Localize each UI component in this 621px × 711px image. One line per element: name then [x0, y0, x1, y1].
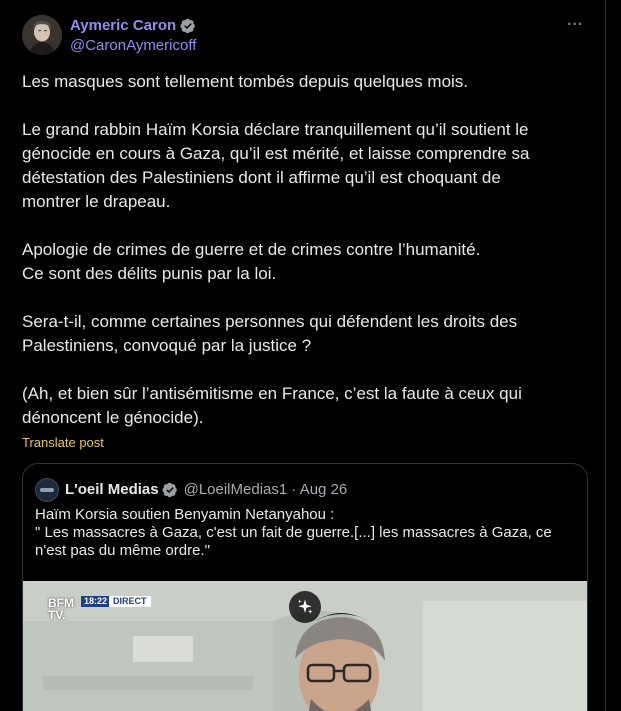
verified-badge-icon: [180, 18, 196, 34]
quoted-avatar: [35, 478, 59, 502]
post-line: (Ah, et bien sûr l’antisémitisme en France, c’est la faute à ceux qui: [22, 384, 522, 403]
verified-badge-icon: [162, 482, 178, 498]
author-names: [70, 17, 196, 55]
post-line: montrer le drapeau.: [22, 192, 171, 211]
post-line: détestation des Palestiniens dont il affirme qu’il est choquant de: [22, 168, 501, 187]
quoted-text: [35, 506, 575, 560]
user-avatar[interactable]: [22, 15, 62, 55]
post-line: Apologie de crimes de guerre et de crimes contre l’humanité.: [22, 240, 481, 259]
quoted-video-thumbnail[interactable]: [23, 581, 587, 711]
quoted-tweet-header: [35, 478, 347, 502]
quoted-line: n'est pas du même ordre.": [35, 542, 210, 559]
quoted-line: Haïm Korsia soutien Benyamin Netanyahou :: [35, 506, 335, 523]
post-line: Sera-t-il, comme certaines personnes qui défendent les droits des: [22, 312, 518, 331]
post-text: [22, 70, 588, 430]
post-line: Le grand rabbin Haïm Korsia déclare tranquillement qu’il soutient le: [22, 120, 529, 139]
grok-sparkle-button[interactable]: [289, 591, 321, 623]
translate-post-link[interactable]: Translate post: [22, 435, 104, 450]
author-handle[interactable]: @CaronAymericoff: [70, 37, 197, 54]
post-line: Palestiniens, convoqué par la justice ?: [22, 336, 312, 355]
avatar-portrait: [22, 15, 62, 55]
post-paragraph: [22, 382, 588, 430]
grok-sparkle-icon: [296, 598, 314, 616]
quoted-line: " Les massacres à Gaza, c'est un fait de guerre.[...] les massacres à Gaza, ce: [35, 524, 552, 541]
quoted-display-name: L'oeil Medias: [65, 481, 159, 498]
quoted-tweet[interactable]: [22, 463, 588, 711]
author-display-name-text: Aymeric Caron: [70, 17, 177, 34]
tweet-header: [22, 15, 589, 59]
more-options-icon[interactable]: ···: [567, 16, 583, 33]
quoted-handle-and-date: @LoeilMedias1 · Aug 26: [183, 481, 348, 498]
post-line: Les masques sont tellement tombés depuis quelques mois.: [22, 72, 469, 91]
author-display-name[interactable]: [70, 17, 196, 35]
post-paragraph: [22, 310, 588, 358]
post-line: Ce sont des délits punis par la loi.: [22, 264, 277, 283]
post-line: génocide en cours à Gaza, qu’il est mérité, et laisse comprendre sa: [22, 144, 530, 163]
bfm-logo-line1: BFM: [48, 596, 74, 610]
post-line: dénoncent le génocide).: [22, 408, 204, 427]
bfm-channel-logo: [48, 597, 78, 623]
post-paragraph: [22, 118, 588, 214]
post-paragraph: [22, 70, 588, 94]
live-label: DIRECT: [109, 596, 151, 607]
bfm-logo-line2: TV.: [48, 608, 66, 622]
post-paragraph: [22, 238, 588, 286]
broadcast-time: 18:22: [81, 596, 110, 607]
